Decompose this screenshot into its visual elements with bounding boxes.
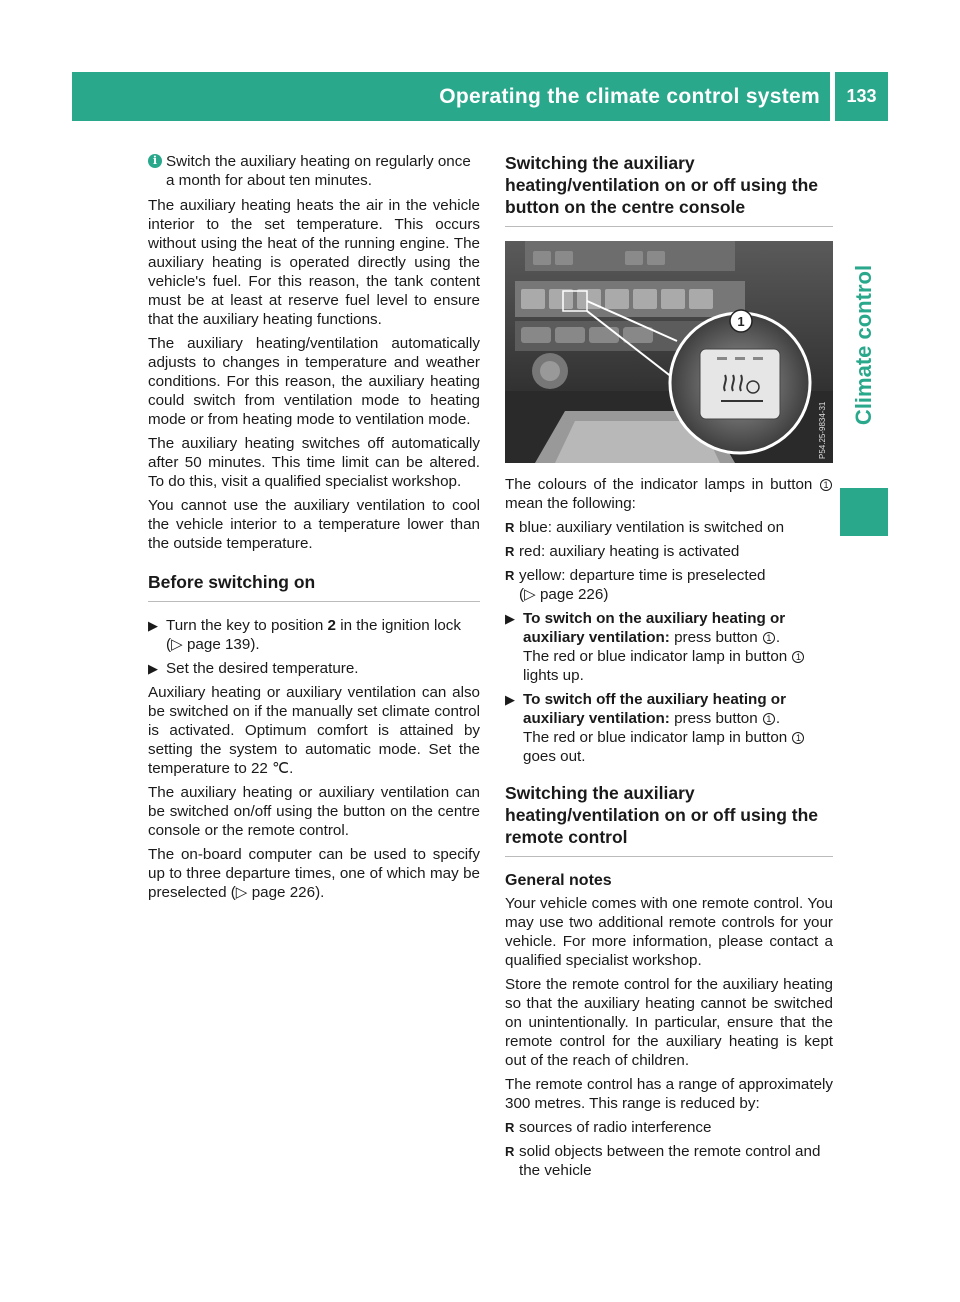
paragraph: You cannot use the auxiliary ventilation to cool the vehicle interior to a temperature lower than the outside temperature. <box>148 497 480 552</box>
chapter-marker <box>840 488 888 536</box>
left-column <box>148 152 480 907</box>
paragraph: Auxiliary heating or auxiliary ventilation can also be switched on if the manually set climate control is activated. Optimum comfort is attained by setting the system to automatic mode. Set the temperature to 22 ℃. <box>148 684 480 777</box>
step-text: Set the desired temperature. <box>166 660 359 677</box>
callout-ref-icon: 1 <box>763 632 775 644</box>
step-arrow-icon: ▶ <box>505 692 515 707</box>
list-item: R solid objects between the remote control and the vehicle <box>505 1143 821 1179</box>
callout-ref-icon: 1 <box>792 732 804 744</box>
step-text: lights up. <box>523 667 584 684</box>
list-item-text: yellow: departure time is preselected <box>519 567 766 584</box>
list-item-text: sources of radio interference <box>519 1119 712 1136</box>
section-heading-before-switching-on: Before switching on <box>148 571 480 602</box>
list-item: R blue: auxiliary ventilation is switched on <box>505 519 785 536</box>
step-item: ▶ To switch on the auxiliary heating or auxiliary ventilation: press button 1 . The red or blue indicator lamp in button 1 lights up. <box>505 609 833 685</box>
step-text: Turn the key to position <box>166 617 324 634</box>
paragraph: The auxiliary heating or auxiliary ventilation can be switched on/off using the button on the centre console or the remote control. <box>148 784 480 839</box>
callout-number: 1 <box>737 314 745 329</box>
paragraph <box>505 475 833 513</box>
step-bold: 2 <box>327 617 336 634</box>
step-item <box>148 616 480 654</box>
step-text: press button <box>674 629 758 646</box>
page-ref-link[interactable]: page 139). <box>186 636 260 653</box>
section-heading-remote-control: Switching the auxiliary heating/ventilation on or off using the remote control <box>505 782 833 857</box>
paragraph-text: mean the following: <box>505 495 636 512</box>
callout-ref-icon: 1 <box>792 651 804 663</box>
right-column <box>505 152 833 1185</box>
paragraph: Your vehicle comes with one remote control. You may use two additional remote controls for your vehicle. For more information, please contact a qualified specialist workshop. <box>505 895 833 969</box>
list-item: R sources of radio interference <box>505 1119 712 1136</box>
paragraph: The auxiliary heating/ventilation automatically adjusts to changes in temperature and weather conditions. For this reason, the auxiliary heating could switch from ventilation mode to heating mode or from heating mode to ventilation mode. <box>148 335 480 428</box>
page-ref-link[interactable]: page 226) <box>539 586 609 603</box>
step-arrow-icon: ▶ <box>148 661 158 676</box>
paragraph: The auxiliary heating switches off automatically after 50 minutes. This time limit can be altered. To do this, visit a qualified specialist workshop. <box>148 435 480 490</box>
centre-console-illustration <box>505 241 833 463</box>
step-item: ▶ To switch off the auxiliary heating or auxiliary ventilation: press button 1 . The red or blue indicator lamp in button 1 goes out. <box>505 690 833 766</box>
list-item: R red: auxiliary heating is activated <box>505 543 740 560</box>
callout-ref-icon: 1 <box>820 479 832 491</box>
step-bold: To switch on the auxiliary heating or auxiliary ventilation: <box>523 610 786 646</box>
list-item-text: red: auxiliary heating is activated <box>519 543 740 560</box>
paragraph: Store the remote control for the auxiliary heating so that the auxiliary heating cannot be switched on unintentionally. In particular, ensure that the remote control for the auxiliary heating is kept out of the reach of children. <box>505 976 833 1069</box>
list-item: R yellow: departure time is preselected (▷ page 226) <box>505 567 766 603</box>
step-text: in the ignition lock ( <box>166 617 461 653</box>
callout-ref-icon: 1 <box>763 713 775 725</box>
page-number: 133 <box>846 86 877 106</box>
step-arrow-icon: ▶ <box>505 611 515 626</box>
page-ref-arrow-icon: ▷ <box>524 586 536 603</box>
info-note-text: Switch the auxiliary heating on regularly once a month for about ten minutes. <box>166 153 471 189</box>
page-ref-arrow-icon: ▷ <box>171 636 183 653</box>
step-bold: To switch off the auxiliary heating or auxiliary ventilation: <box>523 691 786 727</box>
step-text: The red or blue indicator lamp in button <box>523 648 788 665</box>
list-item-text: blue: auxiliary ventilation is switched on <box>519 519 785 536</box>
page-ref-arrow-icon: ▷ <box>235 884 248 901</box>
figure-code: P54.25-9834-31 <box>818 401 827 459</box>
page-ref-link[interactable]: page 226). <box>251 884 325 901</box>
paragraph: The remote control has a range of approximately 300 metres. This range is reduced by: <box>505 1076 833 1112</box>
paragraph-text: The colours of the indicator lamps in button <box>505 476 813 493</box>
centre-console-figure <box>505 241 833 463</box>
paragraph-text: The on-board computer can be used to specify up to three departure times, one of which may be preselected ( <box>148 846 480 901</box>
chapter-tab[interactable]: Climate control <box>851 264 876 426</box>
step-text: press button <box>674 710 758 727</box>
list-item-text: solid objects between the remote control and the vehicle <box>519 1143 821 1179</box>
subsection-heading-general-notes: General notes <box>505 872 612 889</box>
step-item <box>148 659 480 678</box>
step-text: The red or blue indicator lamp in button <box>523 729 788 746</box>
info-icon: i <box>148 154 162 168</box>
step-arrow-icon: ▶ <box>148 618 158 633</box>
paragraph <box>148 845 480 902</box>
section-heading-centre-console: Switching the auxiliary heating/ventilation on or off using the button on the centre console <box>505 152 833 227</box>
paragraph: The auxiliary heating heats the air in the vehicle interior to the set temperature. This occurs without using the heat of the running engine. The auxiliary heating is operated directly using the vehicle's fuel. For this reason, the tank content must be at least at reserve fuel level to ensure that the auxiliary heating functions. <box>148 197 480 328</box>
page-title: Operating the climate control system <box>439 85 820 108</box>
step-text: goes out. <box>523 748 586 765</box>
info-note <box>148 152 480 190</box>
